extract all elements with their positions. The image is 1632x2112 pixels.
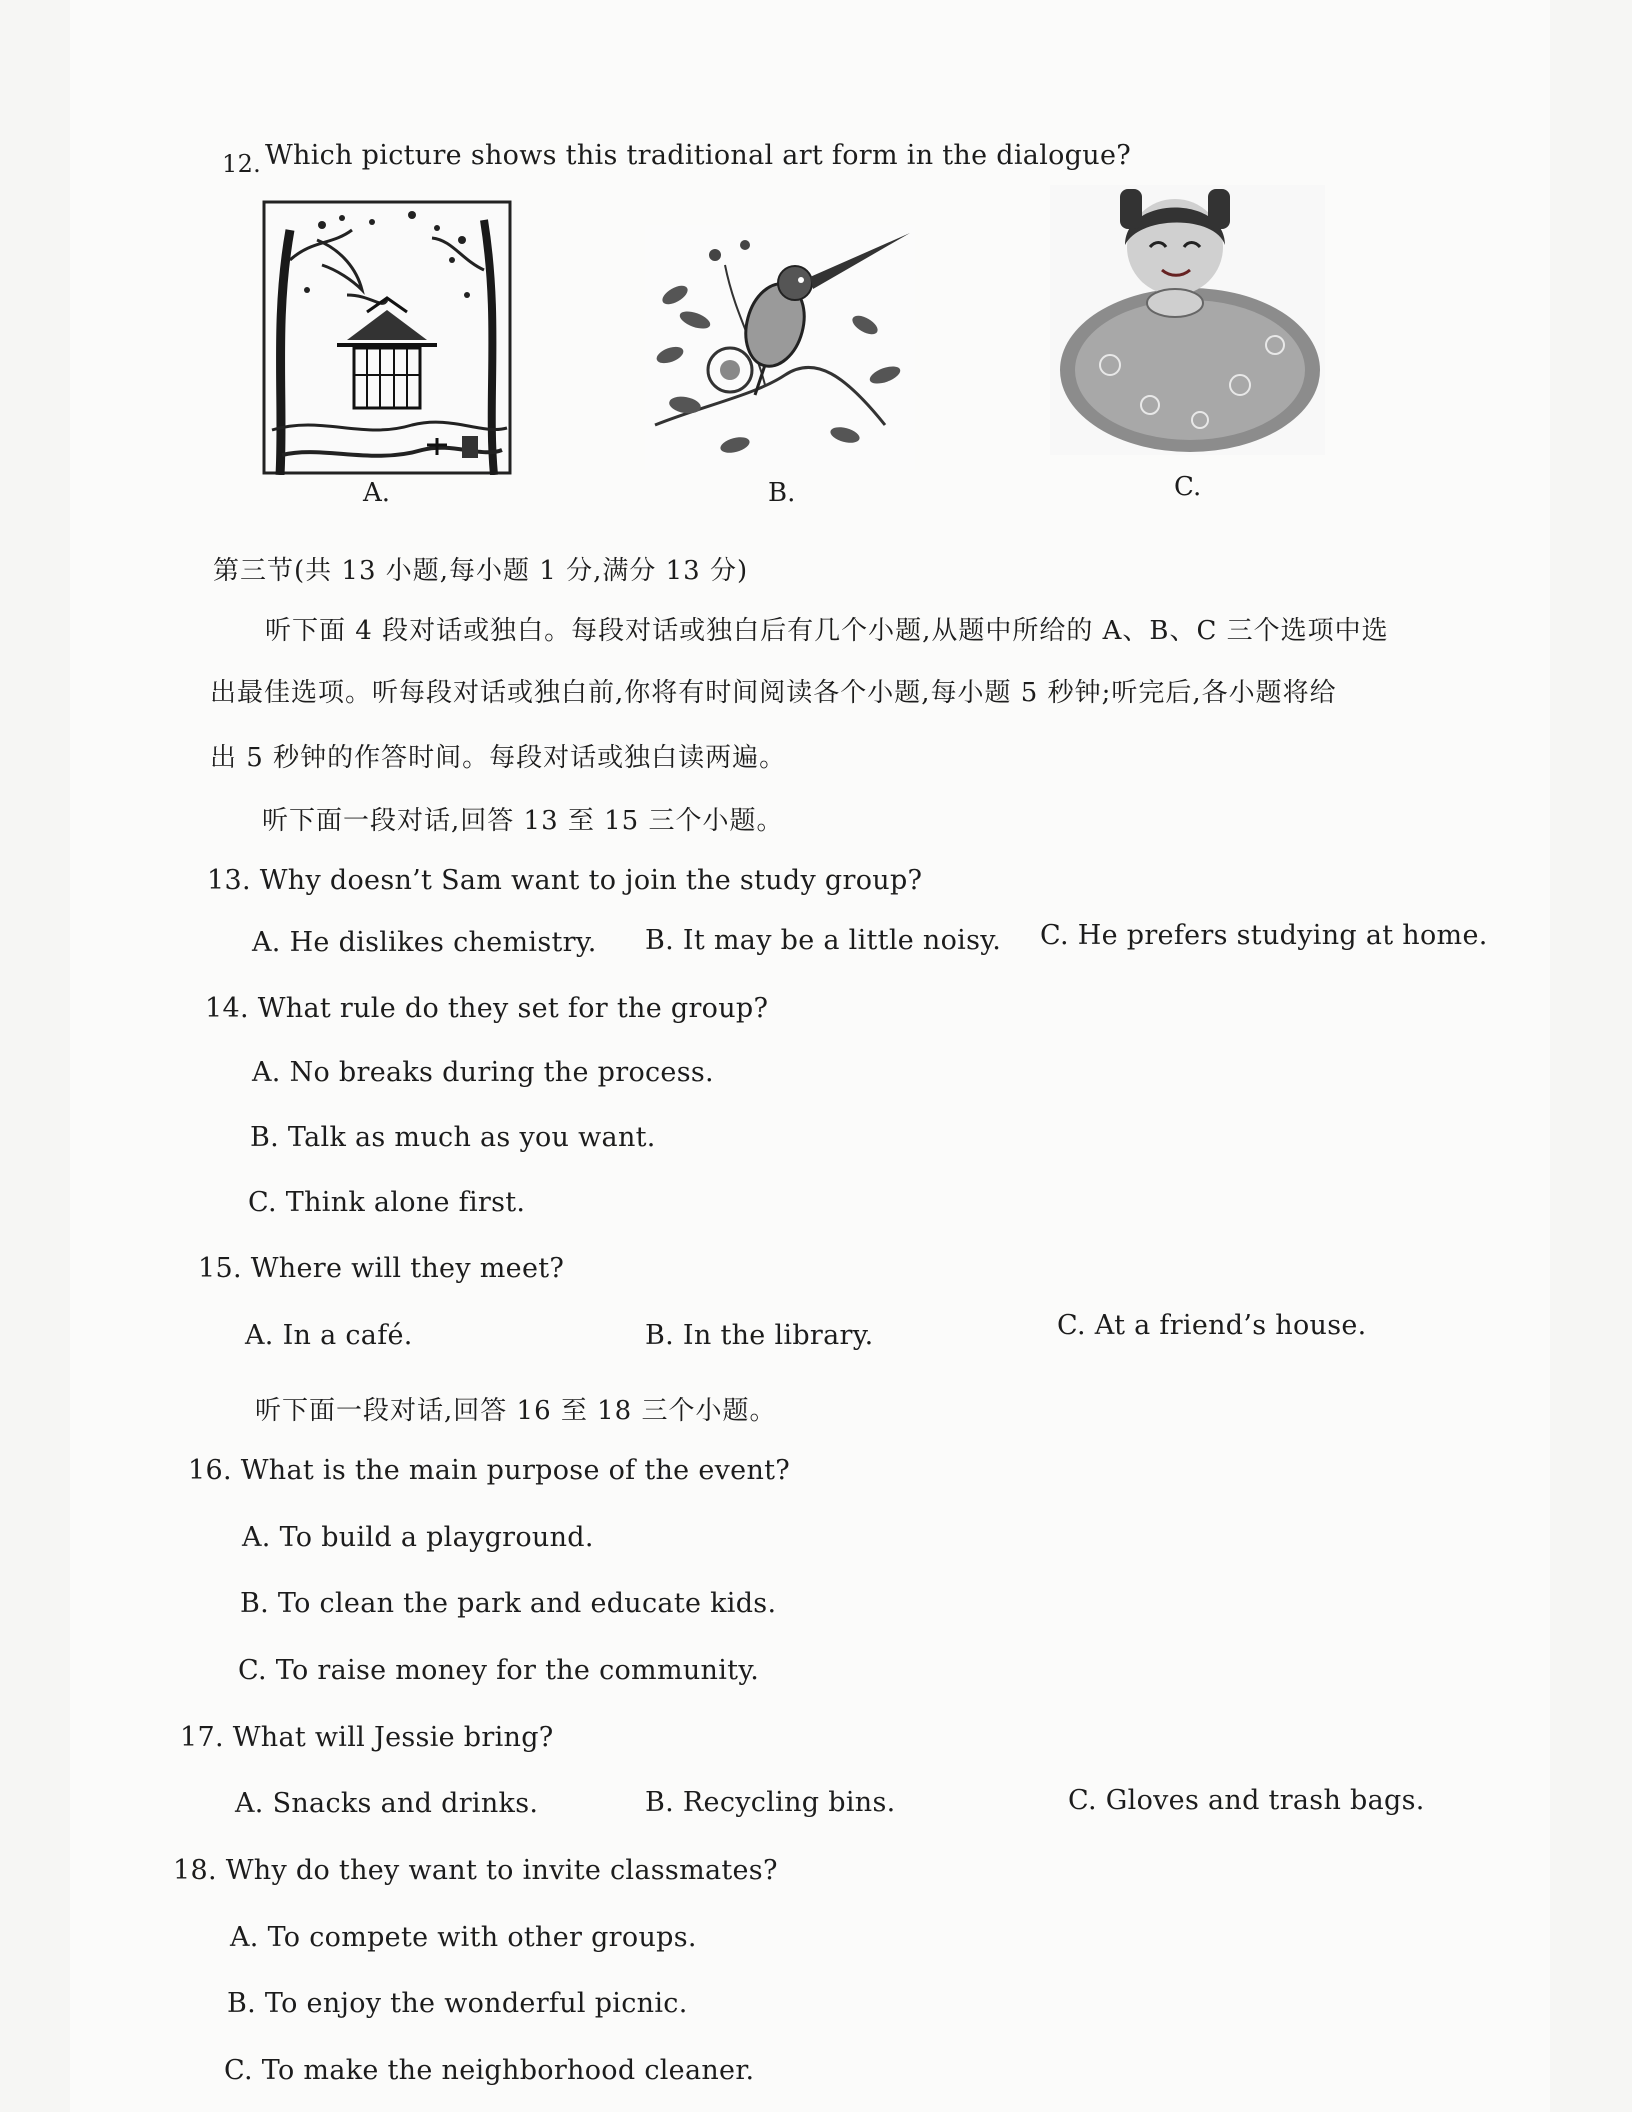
clay-figurine-icon <box>1050 185 1325 455</box>
question-14-option-a: A. No breaks during the process. <box>252 1057 714 1088</box>
question-18-option-b: B. To enjoy the wonderful picnic. <box>227 1988 688 2019</box>
instruction-line-3: 出 5 秒钟的作答时间。每段对话或独白读两遍。 <box>210 743 787 773</box>
question-15-option-a: A. In a café. <box>245 1320 413 1351</box>
picture-b-label: B. <box>768 478 796 508</box>
section-title: 第三节(共 13 小题,每小题 1 分,满分 13 分) <box>213 556 749 586</box>
question-18: 18. Why do they want to invite classmates? <box>173 1855 778 1886</box>
question-12-text: Which picture shows this traditional art form in the dialogue? <box>265 140 1132 171</box>
question-17-option-a: A. Snacks and drinks. <box>235 1788 539 1819</box>
question-16-option-b: B. To clean the park and educate kids. <box>240 1588 777 1619</box>
question-12-number: 12. <box>222 150 262 178</box>
question-17-option-c: C. Gloves and trash bags. <box>1068 1785 1425 1816</box>
picture-a-label: A. <box>363 478 391 508</box>
question-18-option-c: C. To make the neighborhood cleaner. <box>224 2055 755 2086</box>
question-15: 15. Where will they meet? <box>198 1253 565 1284</box>
question-18-option-a: A. To compete with other groups. <box>230 1922 697 1953</box>
question-14-option-b: B. Talk as much as you want. <box>250 1122 656 1153</box>
question-13-option-b: B. It may be a little noisy. <box>645 925 1002 956</box>
question-16-option-c: C. To raise money for the community. <box>238 1655 760 1686</box>
question-14: 14. What rule do they set for the group? <box>205 993 769 1024</box>
question-13: 13. Why doesn’t Sam want to join the study group? <box>207 865 923 896</box>
picture-c-label: C. <box>1174 472 1202 502</box>
question-17-option-b: B. Recycling bins. <box>645 1787 896 1818</box>
question-15-option-b: B. In the library. <box>645 1320 874 1351</box>
instruction-line-1: 听下面 4 段对话或独白。每段对话或独白后有几个小题,从题中所给的 A、B、C 三个选项中选 <box>265 616 1389 646</box>
question-13-option-a: A. He dislikes chemistry. <box>252 927 597 958</box>
pavilion-ink-painting-icon <box>262 200 512 475</box>
group-1-direction: 听下面一段对话,回答 13 至 15 三个小题。 <box>262 806 784 836</box>
question-16-option-a: A. To build a playground. <box>242 1522 594 1553</box>
instruction-line-2: 出最佳选项。听每段对话或独白前,你将有时间阅读各个小题,每小题 5 秒钟;听完后,各小题将给 <box>210 678 1337 708</box>
question-17: 17. What will Jessie bring? <box>180 1722 554 1753</box>
question-15-option-c: C. At a friend’s house. <box>1057 1310 1367 1341</box>
question-14-option-c: C. Think alone first. <box>248 1187 526 1218</box>
group-2-direction: 听下面一段对话,回答 16 至 18 三个小题。 <box>255 1396 777 1426</box>
question-13-option-c: C. He prefers studying at home. <box>1040 920 1488 951</box>
question-16: 16. What is the main purpose of the event? <box>188 1455 791 1486</box>
bird-flower-painting-icon <box>645 225 915 470</box>
